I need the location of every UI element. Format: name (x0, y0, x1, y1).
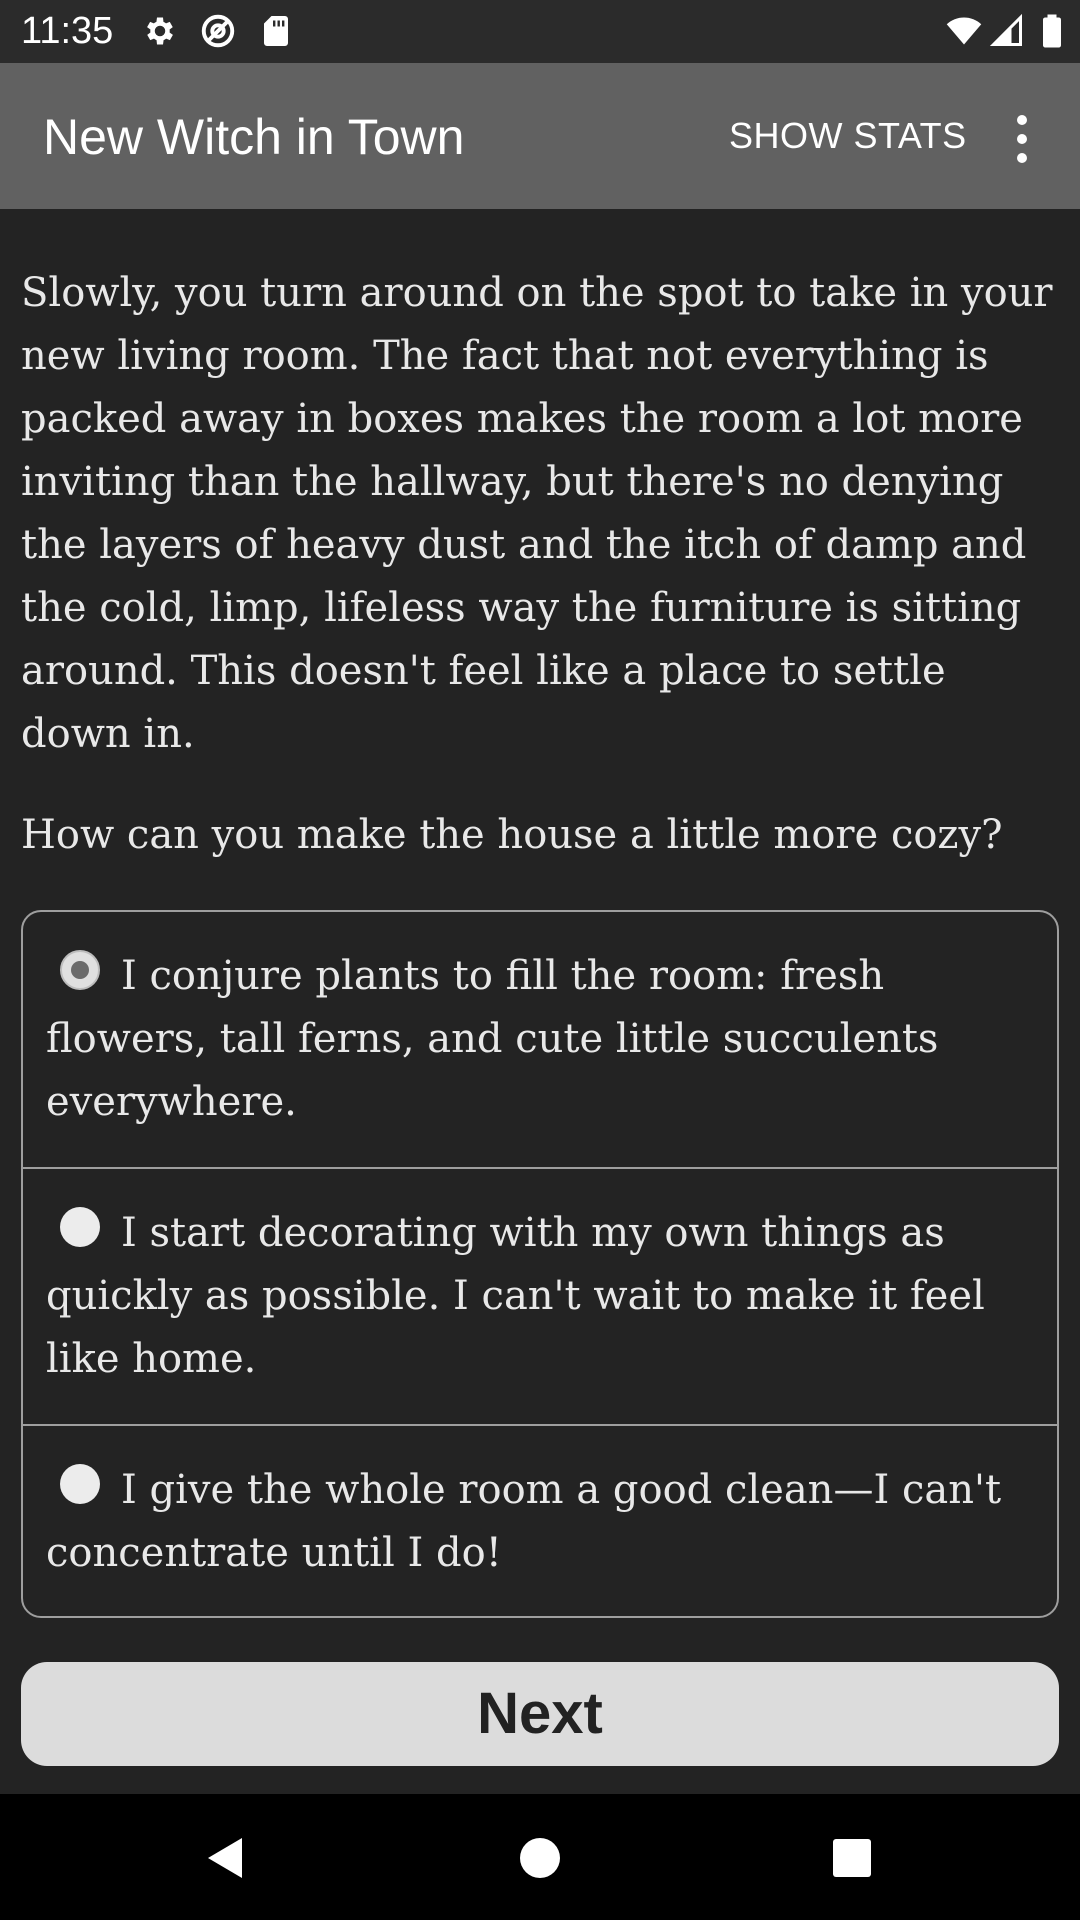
gear-icon (142, 13, 178, 49)
signal-icon (989, 13, 1025, 49)
next-button[interactable]: Next (21, 1662, 1059, 1766)
choice-option-2[interactable] (23, 1169, 1057, 1426)
choice-option-3[interactable] (23, 1426, 1057, 1618)
status-bar (0, 0, 1080, 63)
back-icon[interactable] (198, 1830, 254, 1886)
show-stats-button[interactable]: SHOW STATS (729, 115, 967, 156)
story-text: Slowly, you turn around on the spot to take in your new living room. The fact that not everything is packed away in boxes makes the room a lot more inviting than the hallway, but there's no denying the layers of heavy dust and the itch of damp and the cold, limp, lifeless way the furniture is sitting around. This doesn't feel like a place to settle down in. (21, 270, 1053, 757)
choice-option-1[interactable] (23, 912, 1057, 1169)
at-sign-icon (200, 13, 236, 49)
navigation-bar (0, 1794, 1080, 1920)
question-text: How can you make the house a little more cozy? (21, 812, 1003, 858)
battery-icon (1034, 13, 1070, 49)
app-bar (0, 63, 1080, 209)
wifi-icon (944, 13, 984, 49)
status-time: 11:35 (21, 10, 114, 52)
app-title: New Witch in Town (43, 109, 465, 165)
more-vert-icon[interactable] (1002, 111, 1042, 167)
choice-label: I give the whole room a good clean—I can't concentrate until I do! (46, 1467, 1002, 1576)
choice-label: I conjure plants to fill the room: fresh flowers, tall ferns, and cute little succulents everywhere. (46, 953, 939, 1125)
recents-icon[interactable] (824, 1830, 880, 1886)
sd-card-icon (258, 13, 294, 49)
choice-label: I start decorating with my own things as quickly as possible. I can't wait to make it feel like home. (46, 1210, 985, 1382)
home-icon[interactable] (512, 1830, 568, 1886)
choice-group (21, 910, 1059, 1618)
